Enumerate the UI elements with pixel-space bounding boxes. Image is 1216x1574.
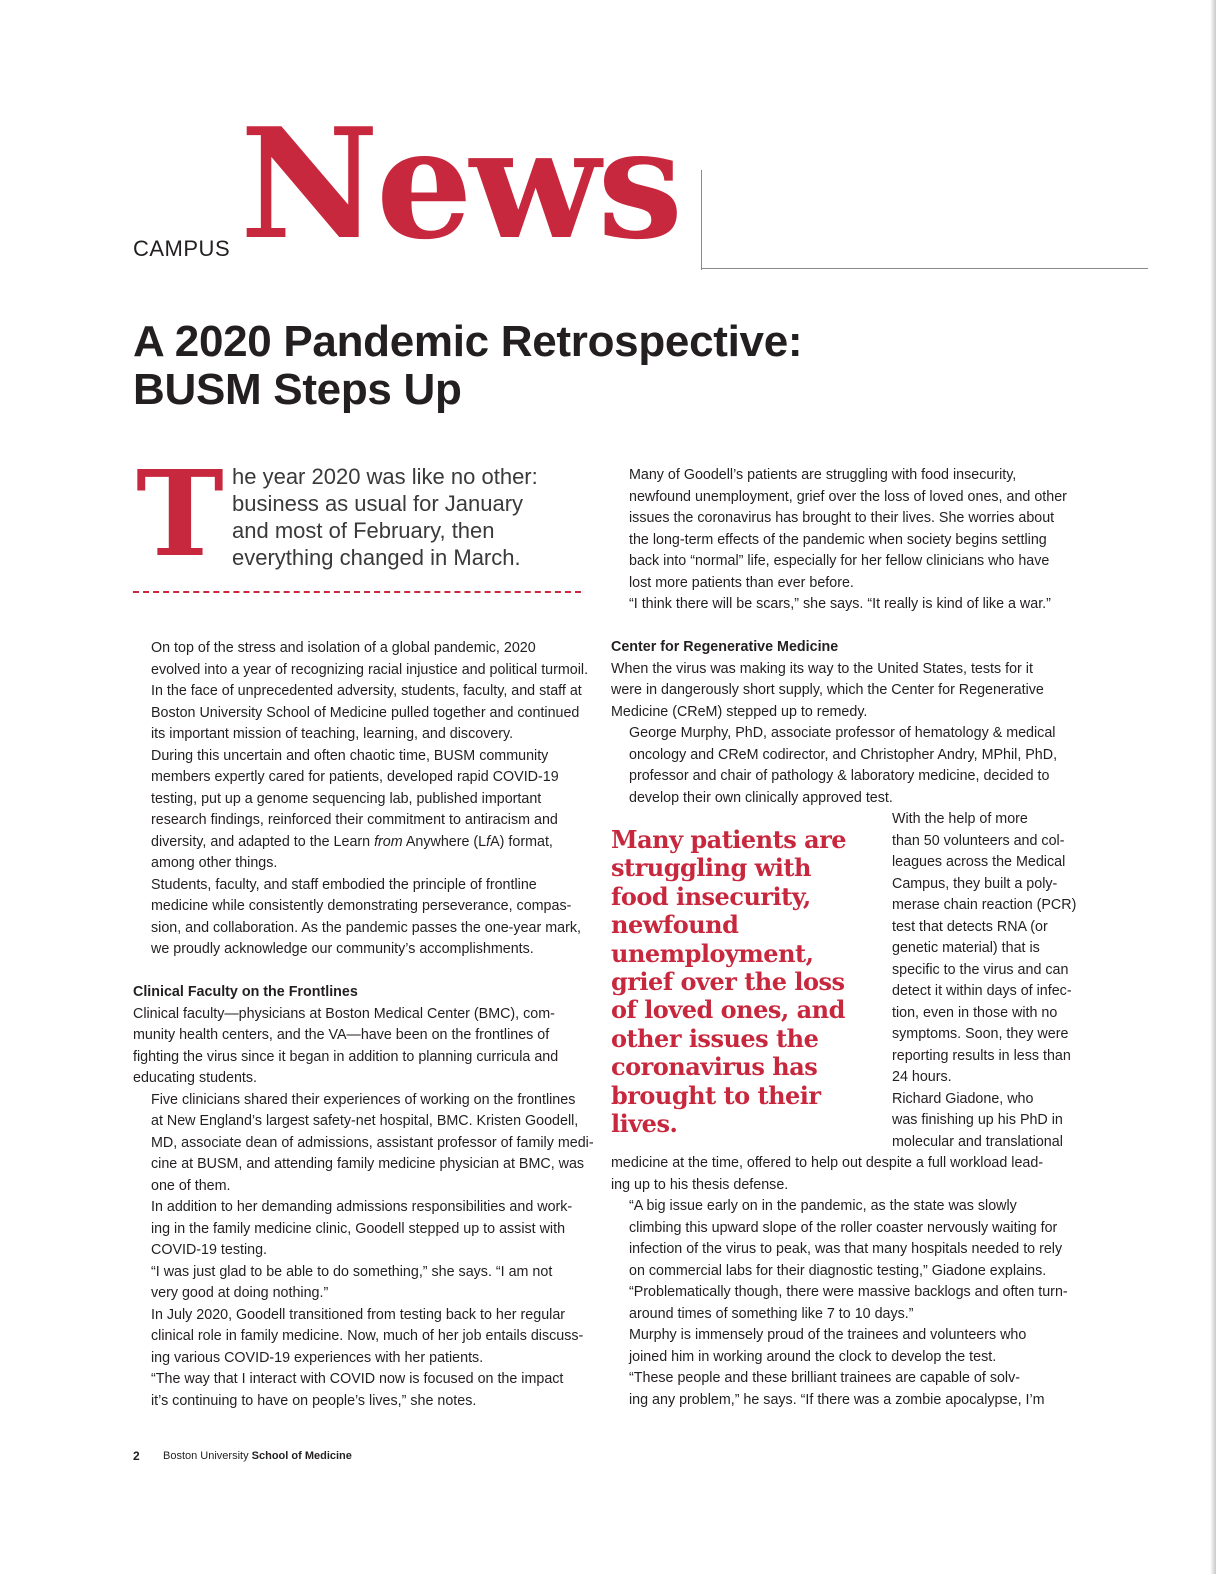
text-line: In the face of unprecedented adversity, students, faculty, and staff at xyxy=(151,683,582,699)
text-line: symptoms. Soon, they were xyxy=(892,1026,1069,1042)
text-line: Five clinicians shared their experiences of working on the frontlines xyxy=(151,1091,576,1108)
text-line: joined him in working around the clock to develop the test. xyxy=(629,1348,997,1365)
text-line: When the virus was making its way to the United States, tests for it xyxy=(611,660,1033,677)
text-line: members expertly cared for patients, developed rapid COVID-19 xyxy=(151,769,559,785)
text-line: “I was just glad to be able to do something,” she says. “I am not xyxy=(151,1263,553,1280)
paragraph xyxy=(874,1089,1074,1154)
text-line: In addition to her demanding admissions responsibilities and work- xyxy=(151,1199,573,1215)
text-line: ing in the family medicine clinic, Goodell stepped up to assist with xyxy=(151,1220,566,1237)
paragraph xyxy=(133,1004,593,1090)
text-line: In July 2020, Goodell transitioned from testing back to her regular xyxy=(151,1306,566,1323)
text-line: 24 hours. xyxy=(892,1069,952,1085)
headline-line: BUSM Steps Up xyxy=(133,365,462,414)
text-line: sion, and collaboration. As the pandemic passes the one-year mark, xyxy=(151,919,581,936)
subhead-clinical-faculty: Clinical Faculty on the Frontlines xyxy=(133,984,358,1000)
paragraph xyxy=(133,875,593,961)
text-line: During this uncertain and often chaotic time, BUSM community xyxy=(151,747,549,764)
text-line: “I think there will be scars,” she says. “It really is kind of like a war.” xyxy=(629,596,1051,612)
text-run: diversity, and adapted to the Learn xyxy=(151,833,375,850)
text-line: “The way that I interact with COVID now is focused on the impact xyxy=(151,1371,564,1387)
text-line: On top of the stress and isolation of a global pandemic, 2020 xyxy=(151,640,536,656)
text-line: munity health centers, and the VA—have been on the frontlines of xyxy=(133,1027,550,1043)
text-line: ing various COVID-19 experiences with her patients. xyxy=(151,1349,484,1366)
paragraph xyxy=(611,1325,1081,1368)
text-line: cine at BUSM, and attending family medicine physician at BMC, was xyxy=(151,1156,585,1172)
text-line: detect it within days of infec- xyxy=(892,983,1072,999)
text-line: we proudly acknowledge our community’s accomplishments. xyxy=(151,941,534,957)
masthead-horizontal-rule xyxy=(701,268,1148,269)
text-line: its important mission of teaching, learning, and discovery. xyxy=(151,726,514,742)
text-line: very good at doing nothing.” xyxy=(151,1285,329,1301)
text-line: genetic material) that is xyxy=(892,940,1040,956)
text-line: Students, faculty, and staff embodied the principle of frontline xyxy=(151,876,537,893)
text-line: research findings, reinforced their commitment to antiracism and xyxy=(151,812,558,828)
text-line: MD, associate dean of admissions, assistant professor of family medi- xyxy=(151,1134,594,1151)
text-line: were in dangerously short supply, which the Center for Regenerative xyxy=(611,682,1044,698)
lede-line: and most of February, then xyxy=(232,518,495,543)
text-line: fighting the virus since it began in addition to planning curricula and xyxy=(133,1048,559,1065)
text-line: medicine while consistently demonstrating perseverance, compas- xyxy=(151,898,572,914)
paragraph xyxy=(133,638,593,746)
text-run: A) format, xyxy=(490,833,553,850)
pull-quote-line: grief over the loss xyxy=(611,967,845,997)
footer-publication: Boston University xyxy=(163,1450,249,1462)
text-line: around times of something like 7 to 10 days.” xyxy=(629,1305,914,1322)
text-line: molecular and translational xyxy=(892,1133,1063,1150)
text-line: one of them. xyxy=(151,1177,231,1194)
text-line: educating students. xyxy=(133,1070,257,1086)
text-line: reporting results in less than xyxy=(892,1047,1071,1064)
text-line: ing any problem,” he says. “If there was a zombie apocalypse, I’m xyxy=(629,1391,1045,1408)
text-line: Medicine (CReM) stepped up to remedy. xyxy=(611,703,868,720)
text-line: issues the coronavirus has brought to their lives. She worries about xyxy=(629,510,1055,526)
paragraph xyxy=(611,1196,1081,1325)
text-line: lost more patients than ever before. xyxy=(629,574,854,591)
text-line: “A big issue early on in the pandemic, as the state was slowly xyxy=(629,1198,1017,1214)
text-line: Boston University School of Medicine pulled together and continued xyxy=(151,704,580,721)
text-line: newfound unemployment, grief over the loss of loved ones, and other xyxy=(629,488,1067,505)
pull-quote-line: newfound xyxy=(611,910,739,940)
text-line: oncology and CReM codirector, and Christopher Andry, MPhil, PhD, xyxy=(629,746,1058,763)
article-headline xyxy=(133,318,1033,414)
lede-line: everything changed in March. xyxy=(232,545,521,570)
text-line: “These people and these brilliant trainees are capable of solv- xyxy=(629,1370,1021,1386)
section-kicker: CAMPUS xyxy=(133,236,231,261)
left-column xyxy=(133,638,593,1412)
text-line: among other things. xyxy=(151,855,278,871)
paragraph xyxy=(611,594,1081,616)
paragraph xyxy=(133,1369,593,1412)
text-line: on commercial labs for their diagnostic testing,” Giadone explains. xyxy=(629,1262,1047,1279)
text-line: clinical role in family medicine. Now, much of her job entails discuss- xyxy=(151,1328,584,1344)
text-line: climbing this upward slope of the roller coaster nervously waiting for xyxy=(629,1219,1058,1236)
pull-quote-line: food insecurity, xyxy=(611,881,811,911)
text-line: Campus, they built a poly- xyxy=(892,875,1058,892)
text-line: merase chain reaction (PCR) xyxy=(892,897,1077,913)
pull-quote-line: other issues the xyxy=(611,1023,819,1053)
pull-quote-line: lives. xyxy=(611,1109,678,1139)
paragraph xyxy=(611,723,1081,809)
intro-dashed-divider xyxy=(133,591,581,593)
page-edge-shadow xyxy=(1210,0,1216,1574)
text-line: develop their own clinically approved test. xyxy=(629,789,893,806)
text-line: evolved into a year of recognizing racial injustice and political turmoil. xyxy=(151,661,589,678)
lede-line: business as usual for January xyxy=(232,491,524,516)
paragraph xyxy=(874,809,1077,1089)
text-line: Murphy is immensely proud of the trainees and volunteers who xyxy=(629,1327,1027,1343)
text-run: Anywhere (L xyxy=(402,833,487,850)
text-line: Richard Giadone, who xyxy=(892,1090,1034,1107)
headline-line: A 2020 Pandemic Retrospective: xyxy=(133,317,803,366)
text-line: With the help of more xyxy=(892,811,1028,827)
right-column-top xyxy=(611,465,1081,809)
text-line: Many of Goodell’s patients are struggling with food insecurity, xyxy=(629,467,1017,483)
paragraph xyxy=(133,1262,593,1305)
paragraph xyxy=(611,1368,1081,1411)
pull-quote-line: coronavirus has xyxy=(611,1052,818,1082)
text-line: leagues across the Medical xyxy=(892,854,1066,870)
text-line: “Problematically though, there were massive backlogs and often turn- xyxy=(629,1284,1068,1300)
right-column-narrow xyxy=(874,809,1077,1153)
drop-cap: T xyxy=(136,444,224,583)
pull-quote-line: of loved ones, and xyxy=(611,995,845,1025)
text-line: it’s continuing to have on people’s lives,” she notes. xyxy=(151,1392,477,1409)
text-line: testing, put up a genome sequencing lab, published important xyxy=(151,790,542,807)
italic-run: f xyxy=(486,833,491,850)
paragraph xyxy=(611,1153,1081,1196)
pull-quote-line: Many patients are xyxy=(611,825,847,854)
text-line: George Murphy, PhD, associate professor of hematology & medical xyxy=(629,725,1056,741)
italic-run: from xyxy=(374,833,403,850)
paragraph xyxy=(611,659,1081,724)
paragraph xyxy=(133,746,593,875)
text-line: specific to the virus and can xyxy=(892,961,1069,978)
subhead-regenerative-medicine: Center for Regenerative Medicine xyxy=(611,639,839,655)
pull-quote-line: unemployment, xyxy=(611,938,814,968)
text-line xyxy=(133,832,593,854)
masthead-vertical-rule xyxy=(701,170,702,270)
text-line: professor and chair of pathology & laboratory medicine, decided to xyxy=(629,768,1050,784)
right-column-bottom xyxy=(611,1153,1081,1411)
text-line: was finishing up his PhD in xyxy=(892,1112,1063,1128)
text-line: than 50 volunteers and col- xyxy=(892,832,1065,849)
text-line: the long-term effects of the pandemic when society begins settling xyxy=(629,531,1047,548)
text-line: infection of the virus to peak, was that many hospitals needed to rely xyxy=(629,1241,1063,1257)
section-title: News xyxy=(240,94,681,273)
pull-quote xyxy=(611,826,861,1138)
text-line: COVID-19 testing. xyxy=(151,1242,268,1258)
publication-footer xyxy=(163,1450,352,1462)
pull-quote-line: brought to their xyxy=(611,1080,821,1110)
text-line: ing up to his thesis defense. xyxy=(611,1176,789,1193)
paragraph xyxy=(133,1090,593,1198)
text-line: test that detects RNA (or xyxy=(892,918,1048,935)
pull-quote-line: struggling with xyxy=(611,853,811,883)
paragraph xyxy=(611,465,1081,594)
text-line: medicine at the time, offered to help out despite a full workload lead- xyxy=(611,1155,1044,1171)
text-line: tion, even in those with no xyxy=(892,1004,1058,1021)
text-line: Clinical faculty—physicians at Boston Medical Center (BMC), com- xyxy=(133,1005,555,1022)
paragraph xyxy=(133,1305,593,1370)
paragraph xyxy=(133,1197,593,1262)
text-line: back into “normal” life, especially for her fellow clinicians who have xyxy=(629,553,1050,569)
page-number: 2 xyxy=(133,1449,140,1463)
intro-lede xyxy=(232,463,592,571)
lede-line: he year 2020 was like no other: xyxy=(232,464,538,489)
text-line: at New England’s largest safety-net hospital, BMC. Kristen Goodell, xyxy=(151,1113,579,1129)
footer-school: School of Medicine xyxy=(251,1450,352,1462)
